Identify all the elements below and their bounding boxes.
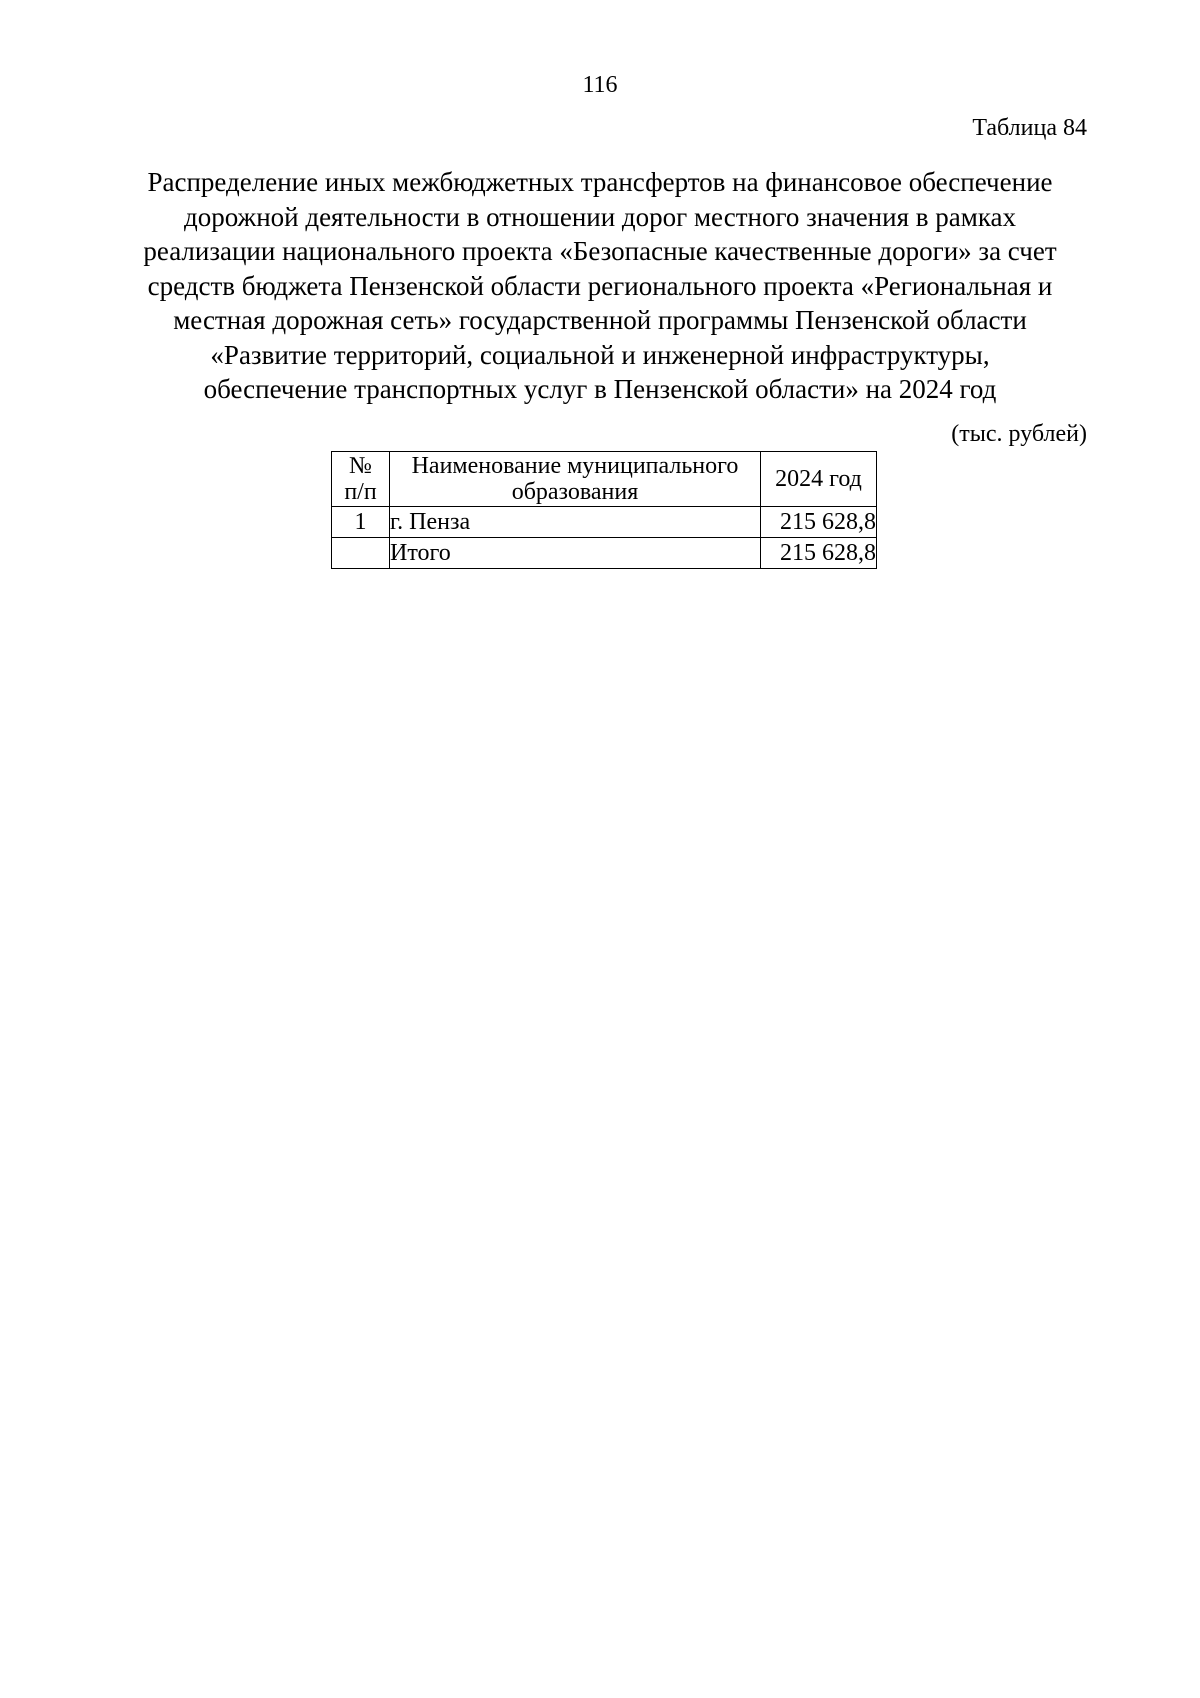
- table-header-row: [332, 452, 877, 507]
- header-number-line1: №: [349, 453, 372, 479]
- table-row: [332, 507, 877, 538]
- row-number: 1: [332, 507, 390, 538]
- header-municipality-line1: Наименование муниципального: [411, 453, 739, 479]
- table-row-total: [332, 538, 877, 569]
- title-line: дорожной деятельности в отношении дорог местного значения в рамках: [183, 201, 1017, 232]
- allocation-table: [331, 451, 877, 569]
- row-value: 215 628,8: [761, 538, 877, 569]
- header-municipality: [390, 452, 761, 507]
- page-number: 116: [582, 72, 618, 98]
- row-municipality: Итого: [390, 538, 761, 569]
- row-number: [332, 538, 390, 569]
- header-number-line2: п/п: [344, 479, 377, 505]
- header-municipality-line2: образования: [511, 479, 639, 505]
- title-line: обеспечение транспортных услуг в Пензенской области» на 2024 год: [203, 374, 997, 404]
- row-value: 215 628,8: [761, 507, 877, 538]
- row-municipality: г. Пенза: [390, 507, 761, 538]
- title-line: реализации национального проекта «Безопасные качественные дороги» за счет: [143, 236, 1057, 266]
- header-year: 2024 год: [761, 452, 877, 507]
- units-note: (тыс. рублей): [951, 421, 1087, 447]
- title-line: «Развитие территорий, социальной и инженерной инфраструктуры,: [210, 339, 990, 370]
- document-title: [110, 165, 1090, 407]
- header-number: [332, 452, 390, 507]
- title-line: местная дорожная сеть» государственной программы Пензенской области: [173, 305, 1027, 335]
- title-line: средств бюджета Пензенской области регионального проекта «Региональная и: [147, 270, 1053, 301]
- table-label: Таблица 84: [972, 115, 1087, 141]
- title-line: Распределение иных межбюджетных трансфертов на финансовое обеспечение: [147, 167, 1053, 197]
